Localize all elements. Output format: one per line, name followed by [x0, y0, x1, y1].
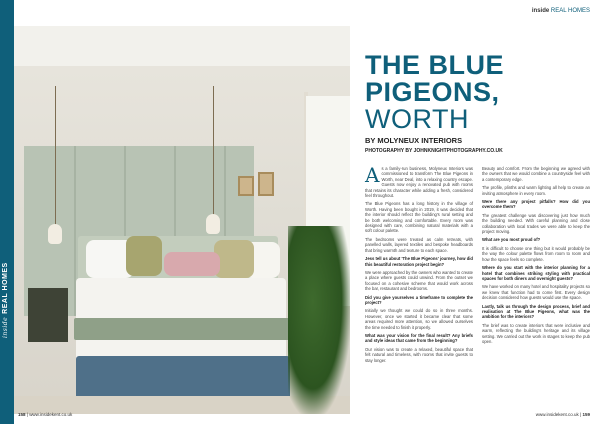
footer-right: www.insidekent.co.uk | 159	[535, 412, 590, 417]
bedside-table	[28, 288, 68, 342]
bedroom-photo	[14, 26, 350, 414]
plant	[288, 226, 350, 414]
photo-credit: PHOTOGRAPHY BY JOHNKNIGHTPHOTOGRAPHY.CO.UK	[365, 148, 503, 154]
picture-frame	[258, 172, 274, 196]
running-header: inside REAL HOMES	[531, 8, 590, 14]
byline: BY MOLYNEUX INTERIORS	[365, 136, 463, 145]
drop-cap: A	[365, 163, 380, 187]
section-spine	[0, 0, 14, 424]
picture-frame	[238, 176, 254, 196]
pendant-lamp	[48, 224, 62, 244]
bed-throw	[74, 318, 292, 340]
article-title: THE BLUE PIGEONS, WORTH	[365, 50, 504, 134]
footer-left: 158 | www.insidekent.co.uk	[18, 412, 73, 417]
section-label	[2, 262, 9, 338]
text-column-2: Beauty and comfort. From the beginning we agreed with the owners that we would combine a countryside feel with a contemporary edge. The profile, plinths and warm lighting all help to create an inviting atmosphere in every room. Were there any project pitfalls? How did you overcome them? The greatest challenge was discovering just how much the building needed. With careful planning and close collaboration with local trades we were able to keep the project moving. What are you most proud of? It is difficult to choose one thing but it would probably be the way the colour palette flows from room to room and how the space feels so complete. Where do you start with the interior planning for a hotel that combines striking styling with practical spaces for both diners and overnight guests? We have worked on many hotel and hospitality projects so we knew that function had to come first. Every design decision considered how guests would use the space. Lastly, talk us through the design process, brief and realisation at The Blue Pigeons, what was the ambition for the interiors? The brief was to create interiors that were inclusive and warm, reflecting the building's heritage and its village setting. We carried out the work in stages to keep the pub open.	[482, 166, 590, 344]
text-column-1: As a family-run business, Molyneux Interiors was commissioned to transform The Blue Pigeons in Worth, near Deal, into a relaxing country escape. Guests now enjoy a renovated pub with rooms that retains its character while adding a fresh, considered feel throughout. The Blue Pigeons has a long history in the village of Worth. Having been bought in 2019, it was decided that the interior should reflect the building's rural setting and be both welcoming and comfortable. Every room was designed with care, combining natural materials with a soft colour palette. The bedrooms were treated as calm retreats, with panelled walls, layered textiles and bespoke headboards that bring warmth and texture to each space. Jess tell us about 'The Blue Pigeons' journey, how did this beautiful restoration project begin? We were approached by the owners who wanted to create a place where guests could unwind. From the outset we focused on a cohesive scheme that would work across the bar, restaurant and bedrooms. Did you give yourselves a timeframe to complete the project? Initially we thought we could do so in three months. However, once we started it became clear that some areas required more attention, so we allowed ourselves the time needed to finish it properly. What was your vision for the final result? Any briefs and style ideas that came from the beginning? Our vision was to create a relaxed, beautiful space that felt natural and timeless, with rooms that invite guests to stay longer.	[365, 163, 473, 363]
brand-label: inside	[2, 316, 9, 338]
section-title: REAL HOMES	[2, 262, 9, 314]
pendant-lamp	[206, 214, 220, 234]
